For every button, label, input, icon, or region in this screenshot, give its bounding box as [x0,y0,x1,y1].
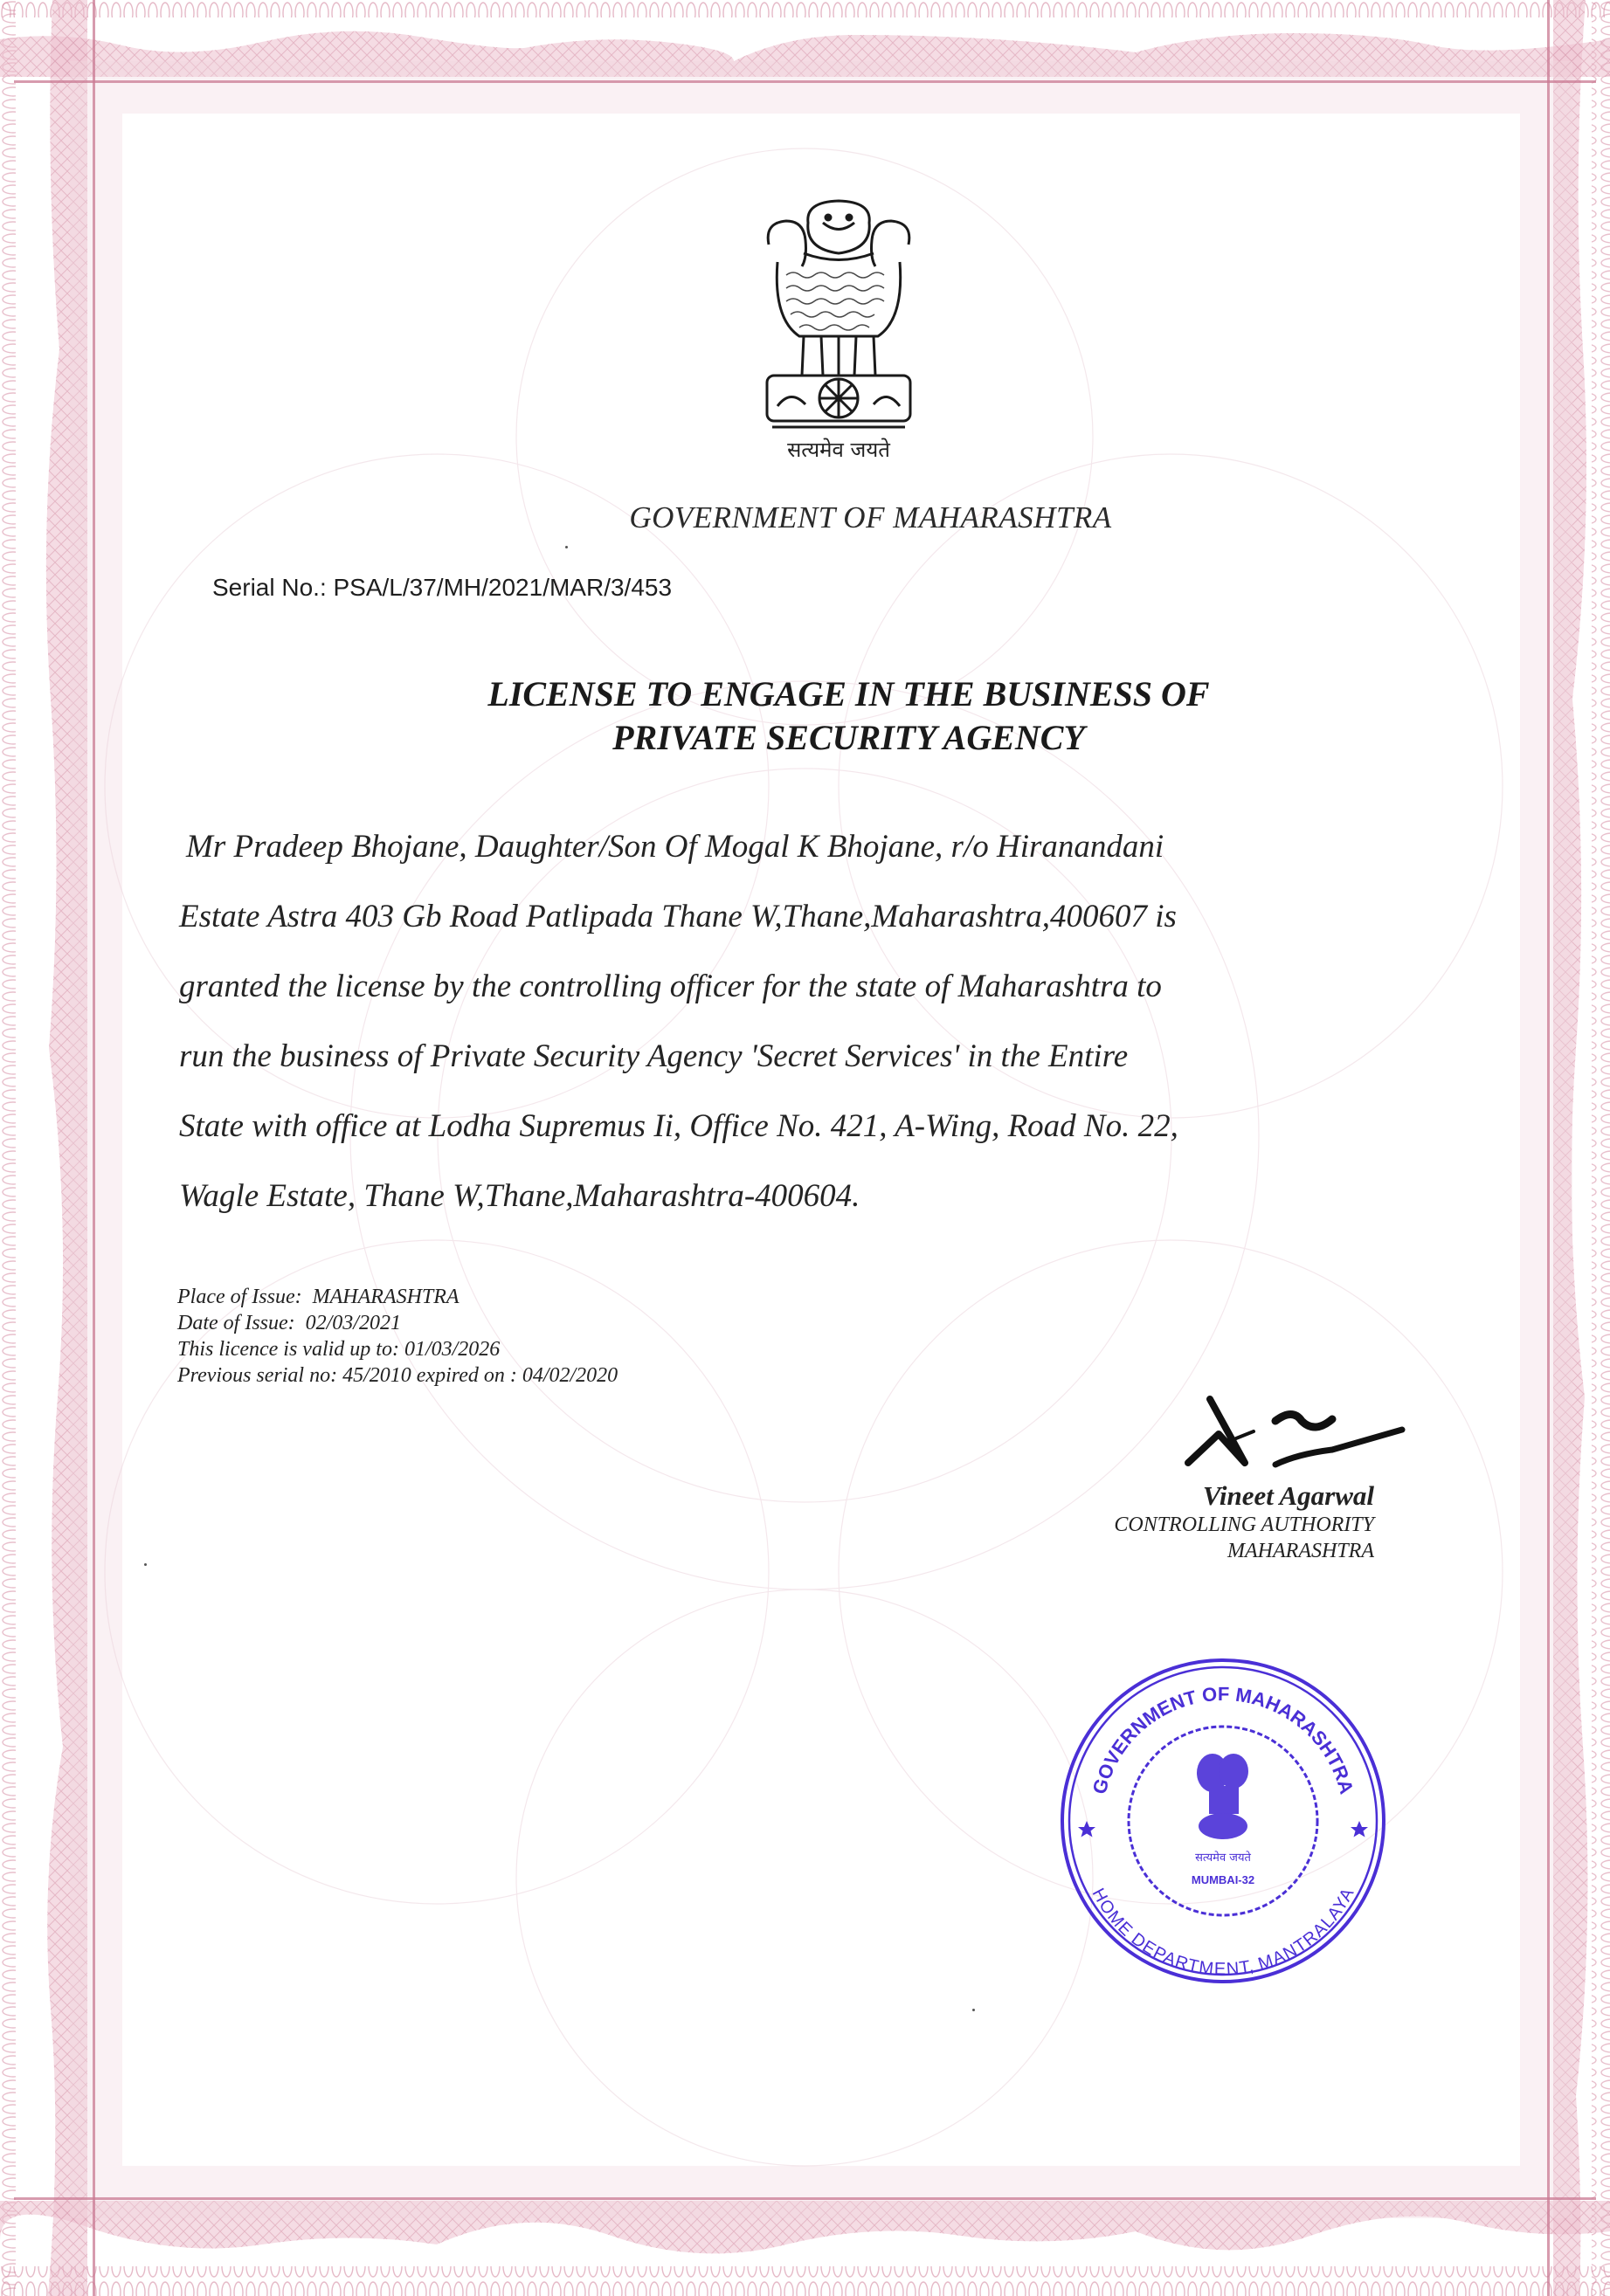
signatory-state: MAHARASHTRA [1227,1540,1374,1562]
body-line: Estate Astra 403 Gb Road Patlipada Thane W,Thane,Maharashtra,400607 is [179,899,1177,934]
expired-value: 04/02/2020 [522,1364,618,1387]
scan-speck [144,1563,147,1566]
body-line: Mr Pradeep Bhojane, Daughter/Son Of Mogal K Bhojane, r/o Hiranandani [186,829,1164,865]
place-of-issue [177,1284,618,1310]
validity [177,1336,618,1362]
license-title-line-2: PRIVATE SECURITY AGENCY [612,718,1085,757]
frame-line-bottom [14,2197,1596,2200]
previous-serial [177,1362,618,1389]
emblem-motto: सत्यमेव जयते [787,438,890,462]
frame-line-top [14,80,1596,83]
government-title: GOVERNMENT OF MAHARASHTRA [629,500,1112,534]
expired-label: expired on : [416,1364,517,1387]
date-of-issue [177,1310,618,1336]
scan-speck [565,546,568,548]
previous-serial-value: 45/2010 [342,1364,411,1387]
scan-speck [972,2009,975,2011]
seal-top-text: GOVERNMENT OF MAHARASHTRA [1088,1682,1358,1796]
body-line: run the business of Private Security Agency 'Secret Services' in the Entire [179,1038,1129,1074]
valid-label: This licence is valid up to: [177,1338,399,1361]
serial-label: Serial No.: [212,574,327,601]
issue-details [177,1284,618,1389]
license-body-paragraph [179,812,1472,1231]
seal-star-right-icon [1351,1821,1368,1837]
seal-inner-city: MUMBAI-32 [1191,1873,1255,1886]
serial-number [212,573,672,603]
handwritten-signature [1184,1389,1428,1476]
date-label: Date of Issue: [177,1312,295,1334]
frame-line-left [93,0,95,2296]
seal-inner-motto: सत्यमेव जयते [1195,1851,1251,1865]
frame-line-right [1547,0,1550,2296]
serial-value: PSA/L/37/MH/2021/MAR/3/453 [333,574,673,601]
seal-bottom-text: HOME DEPARTMENT, MANTRALAYA [1088,1885,1358,1979]
place-value: MAHARASHTRA [312,1286,460,1308]
signatory-block [1114,1480,1374,1564]
license-title-line-1: LICENSE TO ENGAGE IN THE BUSINESS OF [487,674,1210,714]
seal-emblem-icon [1197,1754,1248,1839]
date-value: 02/03/2021 [305,1312,401,1334]
license-title [0,672,1610,760]
ashoka-emblem-icon [751,197,926,432]
body-line: State with office at Lodha Supremus Ii, Office No. 421, A-Wing, Road No. 22, [179,1108,1178,1144]
signatory-name: Vineet Agarwal [1202,1480,1374,1511]
body-line: granted the license by the controlling officer for the state of Maharashtra to [179,969,1162,1004]
place-label: Place of Issue: [177,1286,302,1308]
seal-star-left-icon [1078,1821,1095,1837]
svg-text:HOME DEPARTMENT, MANTRALAYA [1088,1885,1358,1979]
body-line: Wagle Estate, Thane W,Thane,Maharashtra-400604. [179,1178,860,1214]
valid-value: 01/03/2026 [404,1338,501,1361]
official-seal-stamp [1057,1655,1389,1987]
previous-label: Previous serial no: [177,1364,338,1387]
signatory-designation: CONTROLLING AUTHORITY [1114,1513,1374,1536]
